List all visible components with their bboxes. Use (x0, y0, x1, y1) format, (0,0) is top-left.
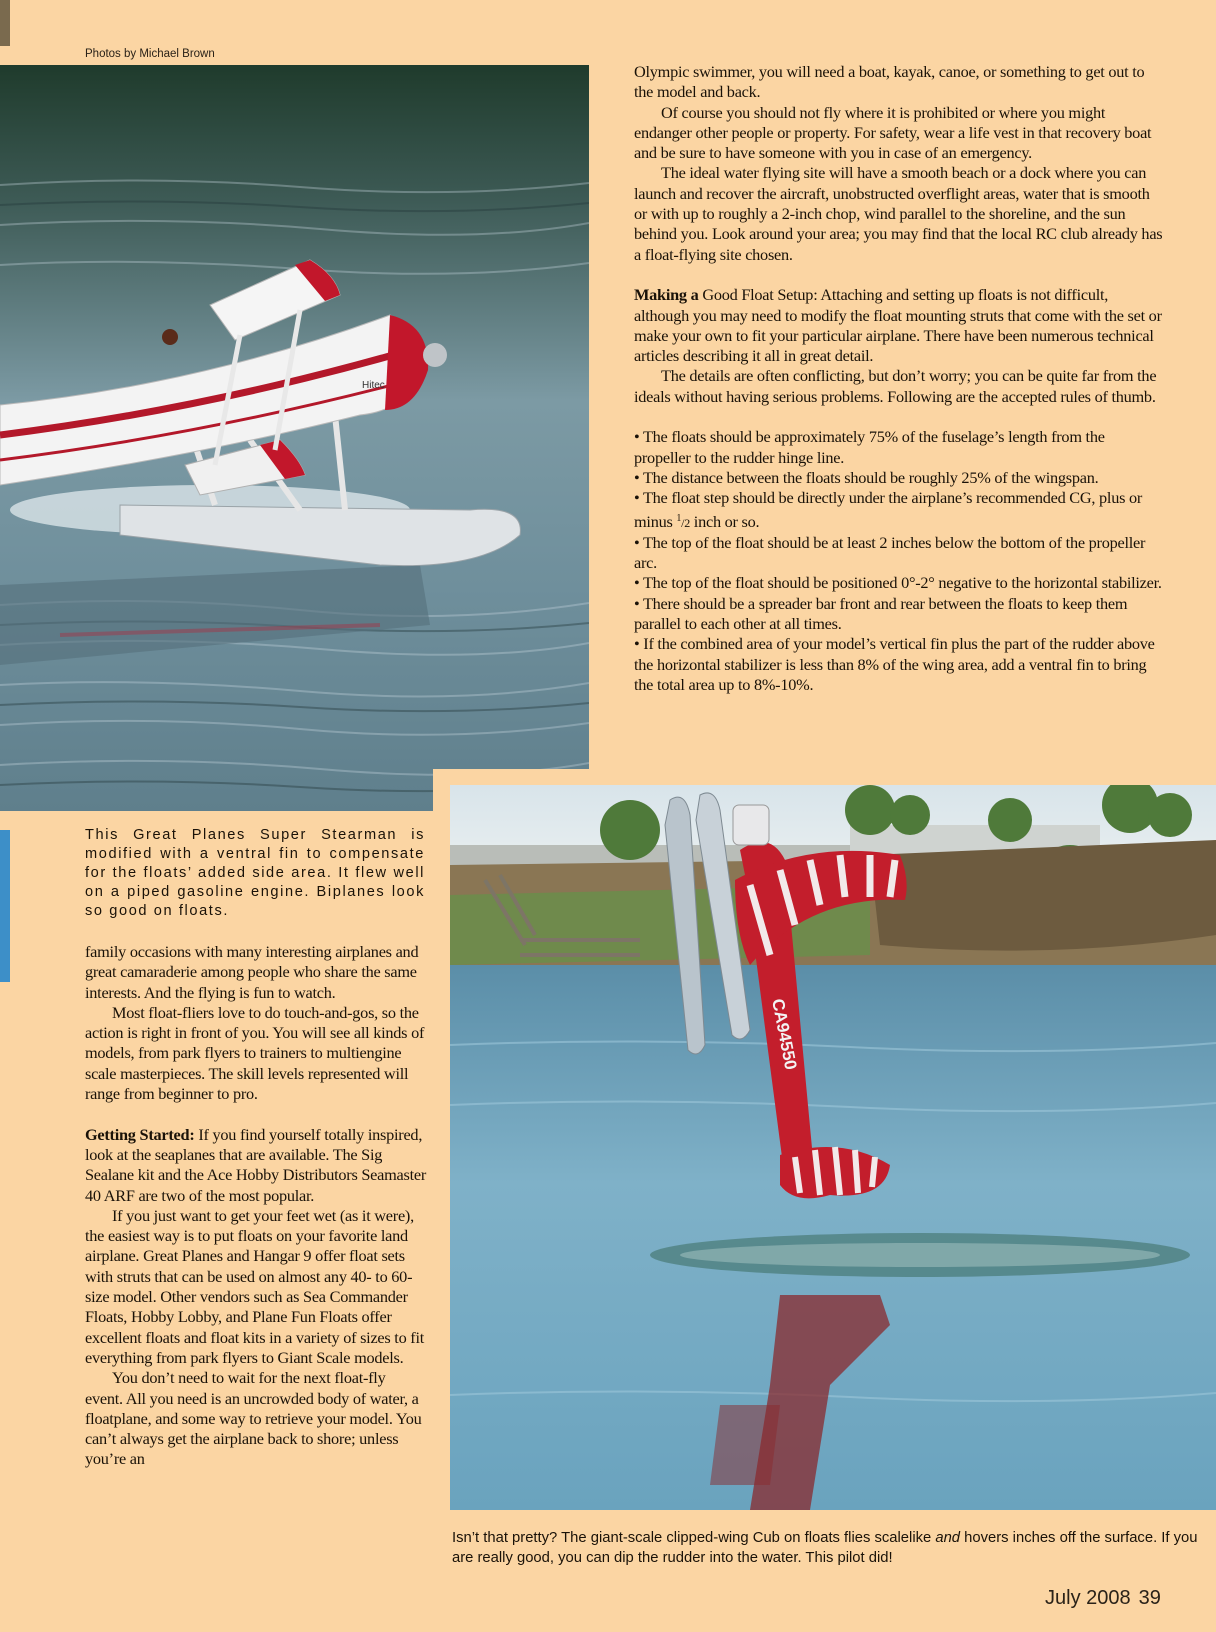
issue-date: July 2008 (1045, 1587, 1131, 1609)
cub-hover-photo (450, 785, 1216, 1510)
paragraph: The details are often conflicting, but don’t worry; you can be quite far from the ideals without having serious problems. Following are the accepted rules of thumb. (634, 366, 1157, 406)
paragraph: Olympic swimmer, you will need a boat, kayak, canoe, or something to get out to the model and back. (634, 62, 1145, 102)
paragraph: family occasions with many interesting airplanes and great camaraderie among people who share the same interests. And the flying is fun to watch. (85, 942, 419, 1002)
paragraph: Most float-fliers love to do touch-and-gos, so the action is right in front of you. You will see all kinds of models, from park flyers to trainers to multiengine scale masterpieces. The skill levels represented will range from beginner to pro. (85, 1002, 425, 1104)
bullet-item: • There should be a spreader bar front and rear between the floats to keep them parallel to each other at all times. (634, 593, 1128, 634)
paragraph: You don’t need to wait for the next float-fly event. All you need is an uncrowded body of water, a floatplane, and some way to retrieve your model. You can’t always get the airplane back to shore; unless you’re an (85, 1368, 422, 1469)
section-heading: Making a (634, 285, 699, 305)
paragraph: Of course you should not fly where it is prohibited or where you might endanger other people or property. For safety, wear a life vest in that recovery boat and be sure to have someone with you in case of an emergency. (634, 102, 1152, 163)
bullet-item: • The top of the float should be at least 2 inches below the bottom of the propeller arc. (634, 532, 1146, 573)
section-heading: Getting Started: (85, 1124, 195, 1144)
bullet-item: • The floats should be approximately 75% of the fuselage’s length from the propeller to the rudder hinge line. (634, 427, 1105, 467)
corner-tab (0, 0, 10, 46)
registration-number: CA94550 (768, 997, 801, 1072)
page-footer (1045, 1587, 1161, 1610)
hitec-logo: Hitec (362, 380, 385, 391)
photo-credit: Photos by Michael Brown (85, 48, 215, 60)
photo-caption-1: This Great Planes Super Stearman is modified with a ventral fin to compensate for the floats’ added side area. It flew well on a piped gasoline engine. Biplanes look so good on floats. (85, 827, 425, 919)
right-column-text (634, 62, 1164, 695)
photo-caption-2: Isn’t that pretty? The giant-scale clipped-wing Cub on floats flies scalelike and hovers inches off the surface. If you are really good, you can dip the rudder into the water. This pilot did! (452, 1530, 1198, 1566)
bullet-item: • The float step should be directly under the airplane’s recommended CG, plus or minus $^1$/2 inch or so. (634, 488, 1143, 531)
bullet-item: • The distance between the floats should be roughly 25% of the wingspan. (634, 467, 1099, 487)
left-column-text (85, 942, 427, 1470)
paragraph: If you just want to get your feet wet (as it were), the easiest way is to put floats on your favorite land airplane. Great Planes and Hangar 9 offer float sets with struts that can be used on almost any 40- to 60-size model. Other vendors such as Sea Commander Floats, Hobby Lobby, and Plane Fun Floats offer excellent floats and float kits in a variety of sizes to fit everything from park flyers to Giant Scale models. (85, 1205, 425, 1367)
paragraph: Getting Started: If you find yourself totally inspired, look at the seaplanes that are available. The Sig Sealane kit and the Ace Hobby Distributors Seamaster 40 ARF are two of the most popular. (85, 1124, 427, 1205)
bullet-item: • The top of the float should be positioned 0°-2° negative to the horizontal stabilizer. (634, 573, 1162, 593)
paragraph: Making a Good Float Setup: Attaching and setting up floats is not difficult, although you may need to modify the float mounting struts that come with the set or make your own to fit your particular airplane. There have been numerous technical articles describing it all in great detail. (634, 285, 1162, 366)
page-number: 39 (1138, 1587, 1161, 1609)
stearman-floatplane-photo (0, 65, 589, 811)
bullet-item: • If the combined area of your model’s vertical fin plus the part of the rudder above the horizontal stabilizer is less than 8% of the wing area, add a ventral fin to bring the total area up to 8%-10%. (634, 634, 1155, 694)
side-color-tab (0, 830, 10, 982)
paragraph: The ideal water flying site will have a smooth beach or a dock where you can launch and recover the aircraft, unobstructed overflight areas, water that is smooth or with up to roughly a 2-inch chop, wind parallel to the shoreline, and the sun behind you. Look around your area; you may find that the local RC club already has a float-flying site chosen. (634, 163, 1163, 264)
